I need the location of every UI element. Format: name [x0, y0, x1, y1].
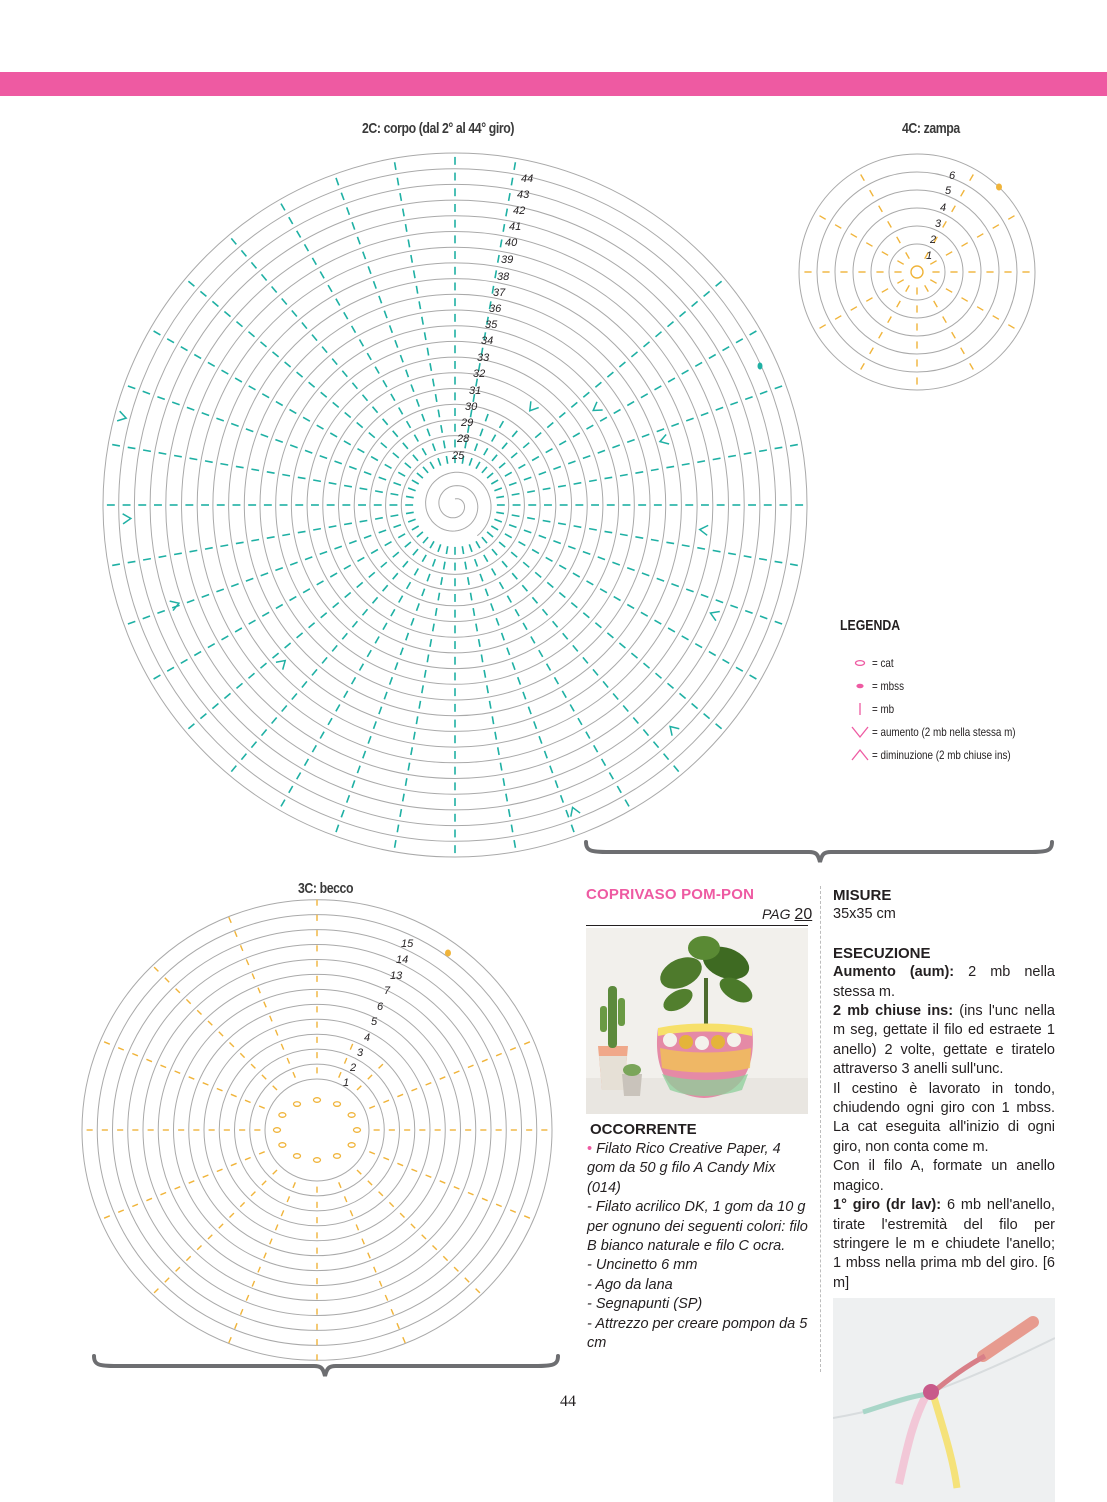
- chain-stitch: [354, 1128, 361, 1133]
- legend-title: LEGENDA: [840, 617, 901, 634]
- sc-stitch: [154, 1289, 158, 1293]
- foot-diagram-title: 4C: zampa: [902, 120, 960, 137]
- sc-stitch: [176, 989, 180, 993]
- sc-stitch: [412, 1169, 418, 1171]
- round-label: 15: [401, 938, 414, 950]
- sc-stitch: [293, 1072, 295, 1078]
- legend-item-chain: = cat: [848, 654, 898, 672]
- sc-stitch: [391, 1309, 393, 1315]
- round-1-instruction: 1° giro (dr lav): 6 mb nell'anello, tirate l'estremità del filo per stringere le m e chiudete l'anello; 1 mbss nella prima mb del giro. [6 m]: [833, 1197, 1055, 1291]
- sc-stitch: [287, 1058, 289, 1064]
- sc-stitch: [165, 1278, 169, 1282]
- round-label: 39: [501, 254, 514, 266]
- sc-stitch: [258, 1267, 260, 1273]
- sc-stitch: [208, 1021, 212, 1025]
- sc-stitch: [240, 1202, 244, 1206]
- sc-stitch: [197, 1010, 201, 1014]
- sc-stitch: [468, 1065, 474, 1067]
- sc-stitch: [496, 1054, 502, 1056]
- sc-stitch: [203, 1175, 209, 1177]
- instruction-paragraph: Con il filo A, formate un anello magico.: [833, 1158, 1055, 1194]
- sc-stitch: [368, 1253, 370, 1259]
- sc-stitch: [231, 1094, 237, 1096]
- sc-stitch: [246, 959, 248, 965]
- sc-stitch: [379, 1064, 383, 1068]
- sc-stitch: [118, 1048, 124, 1050]
- chain-stitch: [314, 1098, 321, 1103]
- sc-stitch: [465, 1278, 469, 1282]
- sc-stitch: [440, 1181, 446, 1183]
- article-title: COPRIVASO POM-PON: [586, 886, 755, 903]
- round-label: 3: [935, 218, 942, 230]
- round-label: 6: [949, 170, 956, 182]
- size-value: 35x35 cm: [833, 906, 896, 923]
- sc-stitch: [345, 1058, 347, 1064]
- round-label: 43: [517, 189, 530, 201]
- round-label: 14: [396, 954, 409, 966]
- sc-stitch: [385, 1295, 387, 1301]
- round-label: 37: [493, 287, 506, 299]
- sc-stitch: [482, 1198, 488, 1200]
- round-label: 2: [930, 234, 937, 246]
- sc-stitch: [259, 1106, 265, 1108]
- sc-stitch: [146, 1059, 152, 1061]
- sc-stitch: [146, 1198, 152, 1200]
- materials-item: - Ago da lana: [587, 1276, 673, 1293]
- round-label: 35: [485, 319, 498, 331]
- round-label: 1: [343, 1077, 350, 1089]
- sc-stitch: [281, 1044, 283, 1050]
- sc-stitch: [443, 1256, 447, 1260]
- bullet-icon: •: [587, 1141, 597, 1157]
- sc-stitch: [208, 1235, 212, 1239]
- chain-stitch: [334, 1102, 341, 1107]
- sc-stitch: [231, 1163, 237, 1165]
- round-line: [174, 989, 461, 1270]
- decrease-definition: 2 mb chiuse ins: (ins l'unc nella m seg, gettate il filo ed estraete 1 anello) 2 volte, gettate e tiratelo attraverso 3 anelli sull'unc.: [833, 1003, 1055, 1078]
- sc-stitch: [454, 1267, 458, 1271]
- chain-stitch: [314, 1158, 321, 1163]
- sc-stitch: [161, 1193, 167, 1195]
- materials-item: • Filato Rico Creative Paper, 4 gom da 50 g filo A Candy Mix (014): [587, 1141, 781, 1196]
- sc-stitch: [197, 1246, 201, 1250]
- sc-stitch: [380, 1281, 382, 1287]
- sc-stitch: [259, 1152, 265, 1154]
- round-label: 40: [505, 237, 518, 249]
- sc-stitch: [186, 999, 190, 1003]
- materials-item: - Segnapunti (SP): [587, 1296, 703, 1313]
- round-label: 3: [357, 1047, 364, 1059]
- sc-stitch: [251, 1064, 255, 1068]
- sc-stitch: [369, 1152, 375, 1154]
- page-reference: PAG 20: [762, 906, 813, 923]
- round-label: 7: [384, 985, 391, 997]
- sc-stitch: [339, 1072, 341, 1078]
- sc-stitch: [383, 1158, 389, 1160]
- round-label: 5: [371, 1016, 378, 1028]
- sc-stitch: [433, 1246, 437, 1250]
- sc-stitch: [245, 1100, 251, 1102]
- beak-diagram-title: 3C: becco: [298, 880, 354, 897]
- sc-stitch: [454, 1187, 460, 1189]
- sc-stitch: [245, 1158, 251, 1160]
- sc-stitch: [356, 1225, 358, 1231]
- sc-stitch: [345, 1196, 347, 1202]
- round-label: 1: [926, 250, 933, 262]
- instruction-paragraph: Il cestino è lavorato in tondo, chiudendo ogni giro con 1 mbss. La cat eseguita all'inizio di ogni giro, non conta come m.: [833, 1080, 1055, 1155]
- sc-stitch: [476, 1289, 480, 1293]
- sc-stitch: [262, 1181, 266, 1185]
- round-label: 4: [940, 202, 947, 214]
- sc-stitch: [510, 1210, 516, 1212]
- slip-stitch-mark: [445, 950, 451, 957]
- sc-stitch: [368, 1075, 372, 1079]
- materials-item: - Uncinetto 6 mm: [587, 1257, 698, 1274]
- sc-stitch: [412, 1089, 418, 1091]
- chain-stitch: [348, 1143, 355, 1148]
- sc-stitch: [276, 1225, 278, 1231]
- sc-stitch: [251, 1192, 255, 1196]
- sc-stitch: [264, 1002, 266, 1008]
- sc-stitch: [176, 1267, 180, 1271]
- round-label: 42: [513, 205, 526, 217]
- sc-stitch: [369, 1106, 375, 1108]
- sc-stitch: [175, 1187, 181, 1189]
- sc-stitch: [132, 1054, 138, 1056]
- sc-stitch: [411, 1224, 415, 1228]
- sc-stitch: [293, 1182, 295, 1188]
- round-label: 32: [473, 368, 486, 380]
- round-line: [250, 1064, 385, 1196]
- sc-stitch: [350, 1210, 352, 1216]
- sc-stitch: [161, 1065, 167, 1067]
- round-label: 25: [452, 450, 465, 462]
- sc-stitch: [357, 1170, 361, 1174]
- sc-stitch: [175, 1071, 181, 1073]
- sc-stitch: [397, 1163, 403, 1165]
- round-label: 38: [497, 271, 510, 283]
- materials-item: - Filato acrilico DK, 1 gom da 10 g per ognuno dei seguenti colori: filo B bianco naturale e filo C ocra.: [587, 1199, 808, 1255]
- sc-stitch: [426, 1083, 432, 1085]
- sc-stitch: [454, 1071, 460, 1073]
- sc-stitch: [422, 1235, 426, 1239]
- sc-stitch: [230, 1043, 234, 1047]
- sc-stitch: [270, 1016, 272, 1022]
- sc-stitch: [287, 1196, 289, 1202]
- sc-stitch: [273, 1086, 277, 1090]
- sc-stitch: [165, 978, 169, 982]
- sc-stitch: [383, 1100, 389, 1102]
- sc-stitch: [104, 1042, 110, 1044]
- round-label: 28: [457, 433, 470, 445]
- round-label: 4: [364, 1032, 371, 1044]
- round-label: 31: [469, 385, 482, 397]
- round-label: 41: [509, 221, 522, 233]
- materials-item: - Attrezzo per creare pompon da 5 cm: [587, 1315, 808, 1352]
- sc-stitch: [524, 1216, 530, 1218]
- sc-stitch: [389, 1202, 393, 1206]
- page-number: 44: [560, 1393, 576, 1410]
- sc-stitch: [468, 1193, 474, 1195]
- round-label: 29: [461, 417, 474, 429]
- sc-stitch: [252, 974, 254, 980]
- sc-stitch: [273, 1170, 277, 1174]
- sc-stitch: [154, 967, 158, 971]
- sc-stitch: [186, 1256, 190, 1260]
- sc-stitch: [264, 1253, 266, 1259]
- sc-stitch: [189, 1181, 195, 1183]
- increase-definition: Aumento (aum): 2 mb nella stessa m.: [833, 964, 1055, 1000]
- sc-stitch: [229, 917, 231, 923]
- sc-stitch: [229, 1337, 231, 1343]
- sc-stitch: [339, 1182, 341, 1188]
- chain-stitch: [294, 1102, 301, 1107]
- sc-stitch: [397, 1323, 399, 1329]
- sc-stitch: [400, 1213, 404, 1217]
- sc-stitch: [104, 1216, 110, 1218]
- sc-stitch: [241, 945, 243, 951]
- sc-stitch: [262, 1075, 266, 1079]
- sc-stitch: [403, 1337, 405, 1343]
- sc-stitch: [270, 1239, 272, 1245]
- sc-stitch: [379, 1192, 383, 1196]
- sc-stitch: [246, 1295, 248, 1301]
- legend-item-increase: = aumento (2 mb nella stessa m): [848, 723, 1047, 741]
- sc-stitch: [118, 1210, 124, 1212]
- sc-stitch: [219, 1032, 223, 1036]
- sc-stitch: [362, 1239, 364, 1245]
- sc-stitch: [397, 1094, 403, 1096]
- sc-stitch: [426, 1175, 432, 1177]
- round-label: 33: [477, 352, 490, 364]
- sc-stitch: [235, 1323, 237, 1329]
- sc-stitch: [281, 1210, 283, 1216]
- sc-stitch: [230, 1213, 234, 1217]
- sc-stitch: [510, 1048, 516, 1050]
- round-label: 34: [481, 335, 494, 347]
- chain-stitch: [334, 1154, 341, 1159]
- sc-stitch: [189, 1077, 195, 1079]
- sc-stitch: [440, 1077, 446, 1079]
- round-label: 30: [465, 401, 478, 413]
- legend-item-decrease: = diminuzione (2 mb chiuse ins): [848, 746, 1041, 764]
- round-line: [158, 974, 476, 1285]
- sc-stitch: [482, 1059, 488, 1061]
- sc-stitch: [240, 1053, 244, 1057]
- round-label: 36: [489, 303, 502, 315]
- sc-stitch: [217, 1169, 223, 1171]
- sc-stitch: [524, 1042, 530, 1044]
- chain-stitch: [279, 1113, 286, 1118]
- size-title: MISURE: [833, 887, 892, 904]
- materials-title: OCCORRENTE: [590, 1121, 697, 1138]
- execution-title: ESECUZIONE: [833, 944, 931, 962]
- chain-stitch: [279, 1143, 286, 1148]
- round-label: 44: [521, 173, 534, 185]
- sc-stitch: [235, 931, 237, 937]
- sc-stitch: [374, 1267, 376, 1273]
- round-label: 5: [945, 185, 952, 197]
- chain-stitch: [294, 1154, 301, 1159]
- round-line: [219, 1034, 415, 1226]
- sc-stitch: [132, 1204, 138, 1206]
- round-label: 2: [350, 1062, 357, 1074]
- sc-stitch: [276, 1030, 278, 1036]
- chain-stitch: [274, 1128, 281, 1133]
- round-label: 6: [377, 1001, 384, 1013]
- body-diagram-title: 2C: corpo (dal 2° al 44° giro): [362, 120, 515, 137]
- legend-item-sc: = mb: [848, 700, 899, 718]
- sc-stitch: [350, 1044, 352, 1050]
- sc-stitch: [496, 1204, 502, 1206]
- sc-stitch: [217, 1089, 223, 1091]
- sc-stitch: [203, 1083, 209, 1085]
- round-line: [128, 945, 507, 1316]
- round-label: 13: [390, 970, 403, 982]
- legend-item-slip: = mbss: [848, 677, 911, 695]
- sc-stitch: [219, 1224, 223, 1228]
- sc-stitch: [258, 988, 260, 994]
- chain-stitch: [348, 1113, 355, 1118]
- sc-stitch: [252, 1281, 254, 1287]
- sc-stitch: [241, 1309, 243, 1315]
- sc-stitch: [368, 1181, 372, 1185]
- sc-stitch: [357, 1086, 361, 1090]
